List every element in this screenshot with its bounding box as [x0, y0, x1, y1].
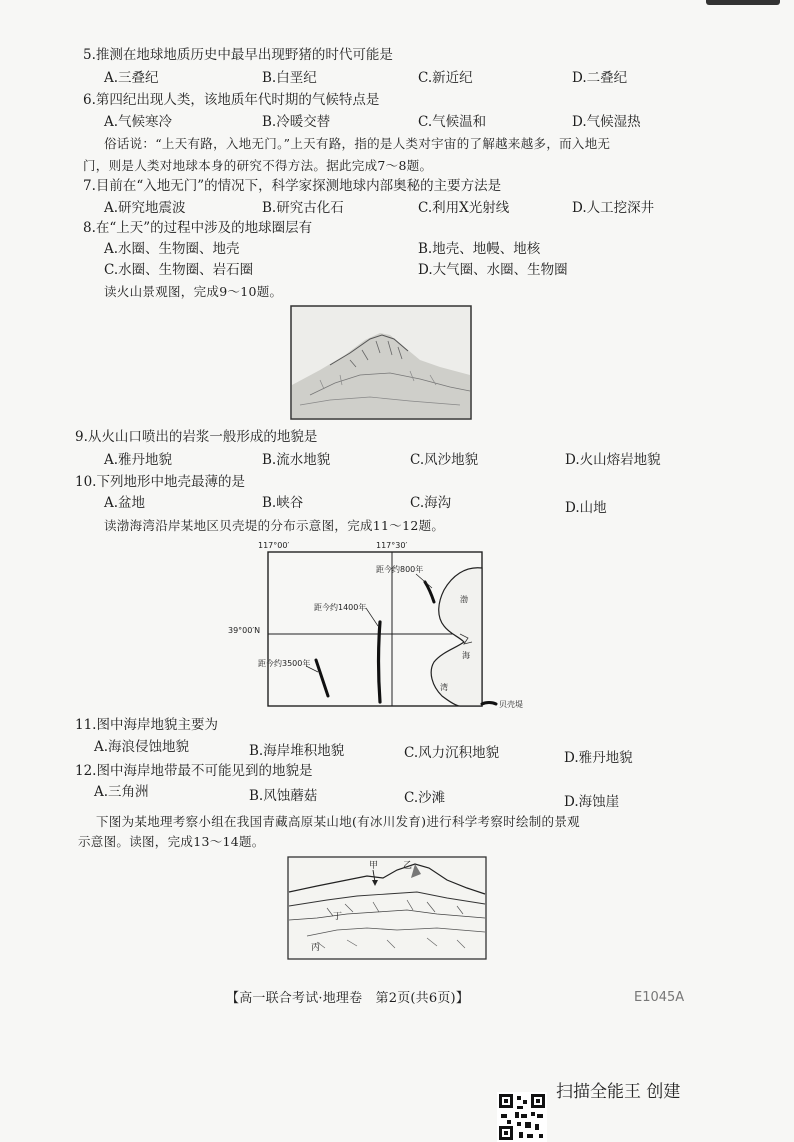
page-footer: 【高一联合考试·地理卷 第2页(共6页)】 — [226, 991, 470, 1006]
question-7-stem: 7.目前在“入地无门”的情况下，科学家探测地球内部奥秘的主要方法是 — [83, 178, 502, 194]
question-12-option-a: A.三角洲 — [94, 784, 149, 800]
question-11-option-d: D.雅丹地貌 — [564, 750, 633, 766]
label-leader-800 — [416, 574, 432, 588]
question-5-option-b: B.白垩纪 — [262, 70, 317, 86]
sketch-label-bing: 丙 — [311, 943, 321, 953]
question-8-option-d: D.大气圈、水圈、生物圈 — [418, 262, 568, 278]
map-label-3500-years: 距今约3500年 — [258, 659, 311, 668]
question-10-option-c: C.海沟 — [410, 495, 452, 511]
question-12-stem: 12.图中海岸地带最不可能见到的地貌是 — [75, 763, 313, 779]
map-legend-label: 贝壳堤 — [499, 700, 523, 709]
scanner-watermark: 扫描全能王 创建 — [556, 1082, 681, 1102]
question-8-stem: 8.在“上天”的过程中涉及的地球圈层有 — [83, 220, 313, 236]
question-7-option-c: C.利用X光射线 — [418, 200, 510, 216]
label-leader-1400 — [366, 608, 378, 626]
question-12-option-b: B.风蚀蘑菇 — [249, 788, 318, 804]
map-coastline — [431, 568, 482, 706]
intro-13-14-line1: 下图为某地理考察小组在我国青藏高原某山地(有冰川发育)进行科学考察时绘制的景观 — [96, 814, 580, 829]
question-5-option-a: A.三叠纪 — [104, 70, 159, 86]
question-7-option-d: D.人工挖深井 — [572, 200, 655, 216]
map-label-1400-years: 距今约1400年 — [314, 603, 367, 612]
sketch-label-ding: 丁 — [333, 912, 343, 922]
question-6-option-c: C.气候温和 — [418, 114, 487, 130]
question-6-option-d: D.气候湿热 — [572, 114, 641, 130]
question-9-option-d: D.火山熔岩地貌 — [565, 452, 661, 468]
question-9-stem: 9.从火山口喷出的岩浆一般形成的地貌是 — [75, 429, 318, 445]
map-legend-symbol — [482, 703, 496, 705]
question-5-stem: 5.推测在地球地质历史中最早出现野猪的时代可能是 — [83, 47, 393, 63]
question-8-option-a: A.水圈、生物圈、地壳 — [104, 241, 240, 257]
question-6-stem: 6.第四纪出现人类，该地质年代时期的气候特点是 — [83, 92, 380, 108]
shell-ridge-800 — [425, 582, 434, 602]
question-9-option-b: B.流水地貌 — [262, 452, 331, 468]
question-6-option-b: B.冷暖交替 — [262, 114, 331, 130]
question-12-option-c: C.沙滩 — [404, 790, 446, 806]
map-lon-label-1: 117°00′ — [258, 541, 290, 550]
map-lat-label: 39°00′N — [228, 626, 261, 635]
question-7-option-a: A.研究地震波 — [104, 200, 186, 216]
question-12-option-d: D.海蚀崖 — [564, 794, 620, 810]
intro-7-8-line1: 俗话说：“上天有路，入地无门。”上天有路，指的是人类对宇宙的了解越来越多，而入地无 — [104, 136, 611, 151]
question-11-stem: 11.图中海岸地貌主要为 — [75, 717, 218, 733]
question-9-option-c: C.风沙地貌 — [410, 452, 479, 468]
map-lon-label-2: 117°30′ — [376, 541, 408, 550]
map-sea-label-1: 渤 — [460, 595, 468, 604]
shell-ridge-1400 — [379, 622, 381, 702]
question-10-option-d: D.山地 — [565, 500, 607, 516]
map-sea-label-3: 湾 — [440, 683, 448, 692]
intro-7-8-line2: 门，则是人类对地球本身的研究不得方法。据此完成7～8题。 — [83, 158, 433, 173]
question-10-stem: 10.下列地形中地壳最薄的是 — [75, 474, 245, 490]
mountain-landscape-sketch — [287, 856, 487, 960]
corner-mark — [706, 0, 780, 5]
map-label-800-years: 距今约800年 — [376, 565, 424, 574]
map-sea-label-2: 海 — [462, 651, 470, 660]
shell-ridge-map — [220, 538, 523, 710]
question-5-option-d: D.二叠纪 — [572, 70, 628, 86]
intro-11-12: 读渤海湾沿岸某地区贝壳堤的分布示意图，完成11～12题。 — [104, 518, 445, 533]
question-9-option-a: A.雅丹地貌 — [104, 452, 173, 468]
question-10-option-a: A.盆地 — [104, 495, 146, 511]
intro-9-10: 读火山景观图，完成9～10题。 — [104, 284, 283, 299]
exam-code: E1045A — [634, 990, 685, 1005]
question-5-option-c: C.新近纪 — [418, 70, 473, 86]
question-6-option-a: A.气候寒冷 — [104, 114, 173, 130]
question-8-option-b: B.地壳、地幔、地核 — [418, 241, 541, 257]
question-11-option-a: A.海浪侵蚀地貌 — [94, 739, 190, 755]
sketch-label-yi: 乙 — [403, 861, 413, 871]
question-10-option-b: B.峡谷 — [262, 495, 304, 511]
question-11-option-c: C.风力沉积地貌 — [404, 745, 500, 761]
question-8-option-c: C.水圈、生物圈、岩石圈 — [104, 262, 254, 278]
shell-ridge-3500 — [316, 660, 328, 696]
qr-code-icon — [497, 1092, 547, 1142]
volcano-landscape-image — [290, 305, 472, 420]
sketch-label-jia: 甲 — [369, 861, 379, 871]
intro-13-14-line2: 示意图。读图，完成13～14题。 — [78, 834, 265, 849]
question-11-option-b: B.海岸堆积地貌 — [249, 743, 345, 759]
question-7-option-b: B.研究古化石 — [262, 200, 344, 216]
